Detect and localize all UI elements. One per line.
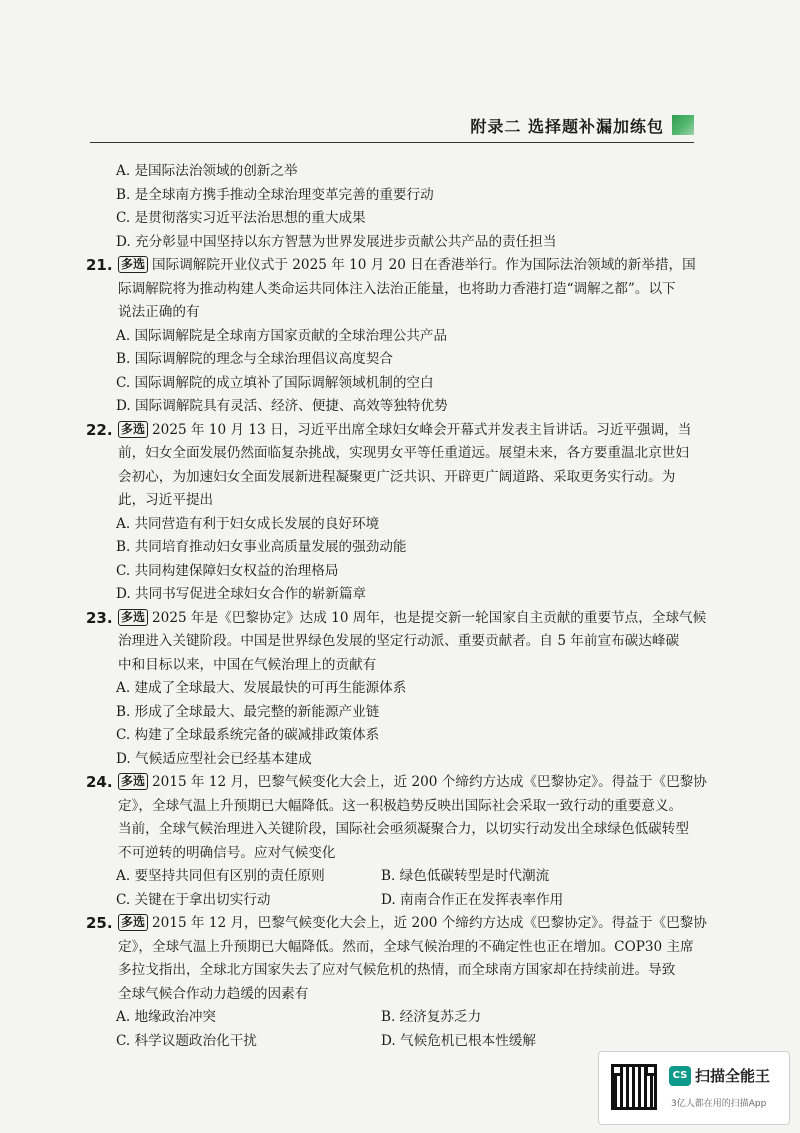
question-text: 全球气候合作动力趋缓的因素有 <box>118 985 309 1002</box>
question-text: 此，习近平提出 <box>118 492 214 508</box>
header-green-mark <box>672 115 694 135</box>
content-area <box>86 160 707 1053</box>
question-text: 治理进入关键阶段。中国是世界绿色发展的坚定行动派、重要贡献者。自 5 年前宣布碳达峰碳 <box>118 633 680 649</box>
option-d: D. 气候危机已根本性缓解 <box>381 1032 536 1049</box>
multi-select-tag: 多选 <box>118 773 148 790</box>
question-25 <box>86 912 707 1053</box>
lead-option-a: A. 是国际法治领域的创新之举 <box>116 163 298 179</box>
option-c: C. 关键在于拿出切实行动 <box>116 891 271 908</box>
question-text: 国际调解院开业仪式于 2025 年 10 月 20 日在香港举行。作为国际法治领域的新举措，国 <box>152 257 696 273</box>
question-text: 2015 年 12 月，巴黎气候变化大会上，近 200 个缔约方达成《巴黎协定》。得益于《巴黎协 <box>152 774 707 790</box>
option-a: A. 要坚持共同但有区别的责任原则 <box>116 868 325 884</box>
option-c: C. 构建了全球最系统完备的碳减排政策体系 <box>116 727 380 743</box>
option-c: C. 科学议题政治化干扰 <box>116 1032 257 1049</box>
multi-select-tag: 多选 <box>118 421 148 438</box>
question-23 <box>86 607 707 772</box>
question-text: 定》，全球气温上升预期已大幅降低。然而，全球气候治理的不确定性也正在增加。COP30 主席 <box>118 938 694 955</box>
scanner-watermark <box>598 1051 790 1125</box>
option-c: C. 国际调解院的成立填补了国际调解领域机制的空白 <box>116 374 434 391</box>
header-title: 附录二 选择题补漏加练包 <box>470 117 664 136</box>
question-text: 中和目标以来，中国在气候治理上的贡献有 <box>118 656 377 673</box>
option-d: D. 国际调解院具有灵活、经济、便捷、高效等独特优势 <box>116 398 448 414</box>
question-number: 23. <box>86 608 113 627</box>
option-d: D. 气候适应型社会已经基本建成 <box>116 750 312 767</box>
option-b: B. 共同培育推动妇女事业高质量发展的强劲动能 <box>116 539 407 555</box>
question-text: 2015 年 12 月，巴黎气候变化大会上，近 200 个缔约方达成《巴黎协定》。得益于《巴黎协 <box>152 915 707 931</box>
option-b: B. 经济复苏乏力 <box>381 1009 482 1025</box>
page-header <box>90 108 694 143</box>
multi-select-tag: 多选 <box>118 609 148 626</box>
question-text: 2025 年 10 月 13 日，习近平出席全球妇女峰会开幕式并发表主旨讲话。习近平强调，当 <box>152 421 692 438</box>
lead-option-b: B. 是全球南方携手推动全球治理变革完善的重要行动 <box>116 186 434 203</box>
lead-option-c: C. 是贯彻落实习近平法治思想的重大成果 <box>116 210 366 226</box>
question-22 <box>86 419 692 607</box>
question-24 <box>86 771 707 912</box>
option-c: C. 共同构建保障妇女权益的治理格局 <box>116 562 339 579</box>
lead-option-d: D. 充分彰显中国坚持以东方智慧为世界发展进步贡献公共产品的责任担当 <box>116 233 557 250</box>
question-text: 多拉戈指出，全球北方国家失去了应对气候危机的热情，而全球南方国家却在持续前进。导致 <box>118 962 676 978</box>
option-a: A. 建成了全球最大、发展最快的可再生能源体系 <box>116 680 407 696</box>
watermark-app-name: 扫描全能王 <box>695 1067 771 1085</box>
option-b: B. 国际调解院的理念与全球治理倡议高度契合 <box>116 351 393 367</box>
question-text: 当前，全球气候治理进入关键阶段，国际社会亟须凝聚合力，以切实行动发出全球绿色低碳转型 <box>118 821 689 837</box>
option-d: D. 南南合作正在发挥表率作用 <box>381 891 564 908</box>
question-text: 前，妇女全面发展仍然面临复杂挑战，实现男女平等任重道远。展望未来，各方要重温北京世妇 <box>118 445 689 461</box>
question-text: 会初心，为加速妇女全面发展新进程凝聚更广泛共识、开辟更广阔道路、采取更务实行动。为 <box>118 468 676 485</box>
option-b: B. 绿色低碳转型是时代潮流 <box>381 868 550 884</box>
question-number: 25. <box>86 914 113 932</box>
question-text: 定》，全球气温上升预期已大幅降低。这一积极趋势反映出国际社会采取一致行动的重要意义。 <box>118 797 683 814</box>
option-b: B. 形成了全球最大、最完整的新能源产业链 <box>116 703 380 720</box>
option-d: D. 共同书写促进全球妇女合作的崭新篇章 <box>116 586 367 602</box>
question-21 <box>86 254 696 419</box>
question-text: 2025 年是《巴黎协定》达成 10 周年，也是提交新一轮国家自主贡献的重要节点，全球气候 <box>152 609 707 626</box>
option-a: A. 国际调解院是全球南方国家贡献的全球治理公共产品 <box>116 327 448 344</box>
question-number: 24. <box>86 773 113 791</box>
option-a: A. 共同营造有利于妇女成长发展的良好环境 <box>116 515 380 532</box>
question-text: 际调解院将为推动构建人类命运共同体注入法治正能量，也将助力香港打造“调解之都”。以下 <box>118 280 676 297</box>
cs-logo-icon: CS <box>669 1066 691 1086</box>
question-number: 21. <box>86 256 113 274</box>
question-number: 22. <box>86 420 113 439</box>
multi-select-tag: 多选 <box>118 256 148 273</box>
option-a: A. 地缘政治冲突 <box>116 1009 217 1025</box>
question-text: 说法正确的有 <box>118 304 200 320</box>
multi-select-tag: 多选 <box>118 914 148 931</box>
question-text: 不可逆转的明确信号。应对气候变化 <box>118 844 336 861</box>
qr-code-icon <box>611 1064 657 1110</box>
watermark-slogan: 3亿人都在用的扫描App <box>671 1099 767 1109</box>
